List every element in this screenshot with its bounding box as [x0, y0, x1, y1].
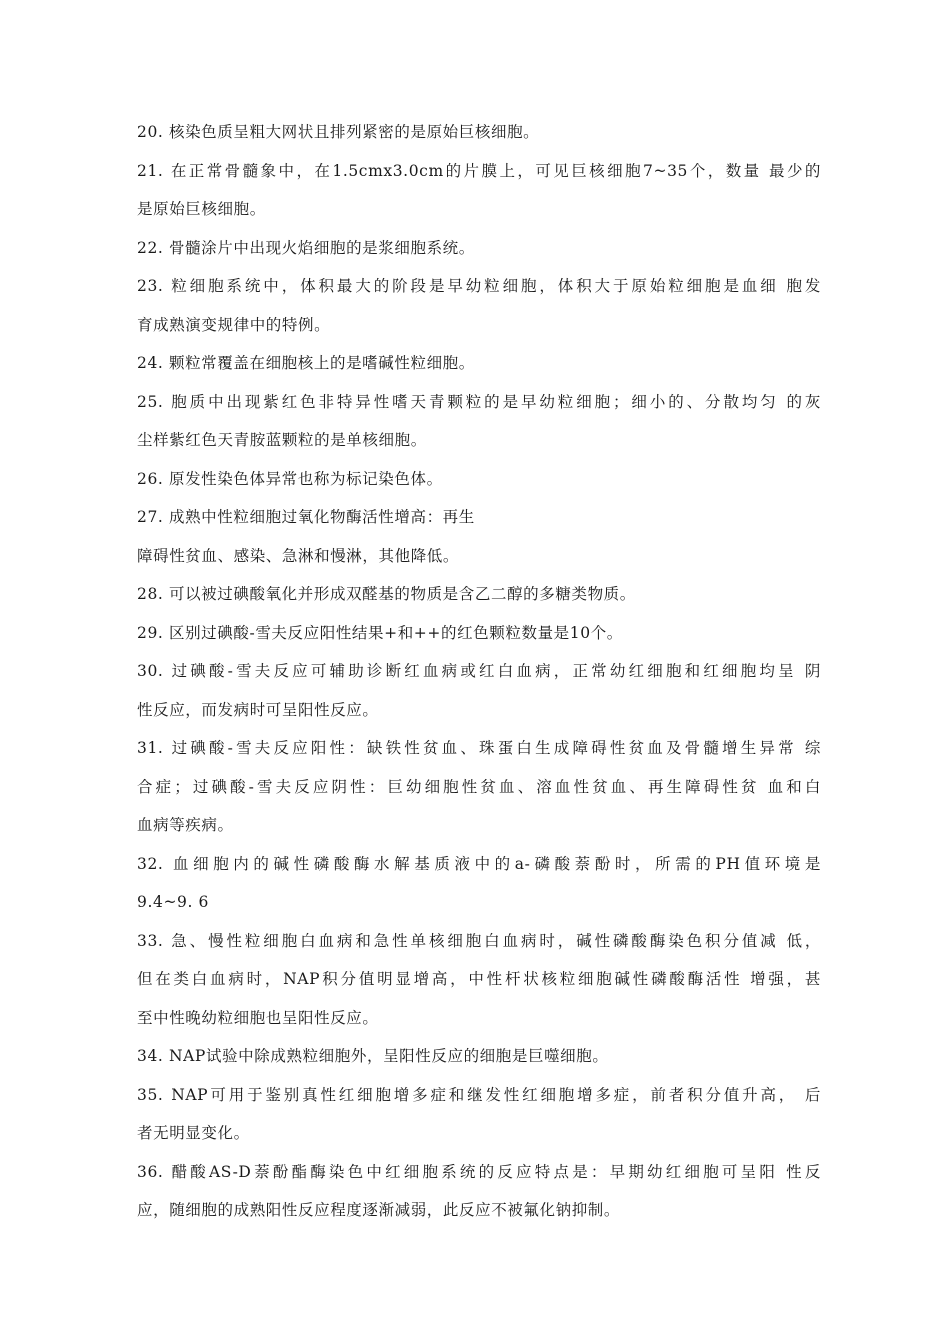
text-line: 27. 成熟中性粒细胞过氧化物酶活性增高：再生	[137, 508, 475, 526]
document-body	[137, 113, 821, 1230]
text-line: 尘样紫红色天青胺蓝颗粒的是单核细胞。	[137, 431, 427, 449]
text-line: 21. 在正常骨髓象中，在1.5cmx3.0cm的片膜上，可见巨核细胞7~35个，数量 最少的	[137, 161, 821, 180]
text-line: 育成熟演变规律中的特例。	[137, 315, 331, 334]
text-line: 是原始巨核细胞。	[137, 200, 266, 218]
text-line: 合症；过碘酸-雪夫反应阴性：巨幼细胞性贫血、溶血性贫血、再生障碍性贫 血和白	[137, 777, 821, 796]
text-line: 29. 区别过碘酸-雪夫反应阳性结果+和++的红色颗粒数量是10个。	[137, 623, 623, 642]
text-line: 至中性晚幼粒细胞也呈阳性反应。	[137, 1008, 379, 1027]
text-line: 性反应，而发病时可呈阳性反应。	[137, 700, 379, 719]
text-line: 障碍性贫血、感染、急淋和慢淋，其他降低。	[137, 546, 460, 565]
text-line: 24. 颗粒常覆盖在细胞核上的是嗜碱性粒细胞。	[137, 354, 475, 372]
text-line: 20. 核染色质呈粗大网状且排列紧密的是原始巨核细胞。	[137, 123, 540, 141]
text-line: 9.4~9. 6	[137, 893, 210, 911]
text-line: 血病等疾病。	[137, 816, 234, 834]
text-line: 22. 骨髓涂片中出现火焰细胞的是浆细胞系统。	[137, 238, 475, 257]
text-line: 35. NAP可用于鉴别真性红细胞增多症和继发性红细胞增多症，前者积分值升高， 后	[137, 1085, 821, 1104]
text-line: 应，随细胞的成熟阳性反应程度逐渐减弱，此反应不被氟化钠抑制。	[137, 1201, 621, 1219]
text-line: 25. 胞质中出现紫红色非特异性嗜天青颗粒的是早幼粒细胞；细小的、分散均匀 的灰	[137, 392, 821, 411]
text-line: 26. 原发性染色体异常也称为标记染色体。	[137, 469, 443, 488]
text-line: 者无明显变化。	[137, 1124, 250, 1142]
text-line: 31. 过碘酸-雪夫反应阳性：缺铁性贫血、珠蛋白生成障碍性贫血及骨髓增生异常 综	[137, 739, 821, 757]
text-line: 但在类白血病时，NAP积分值明显增高，中性杆状核粒细胞碱性磷酸酶活性 增强，甚	[137, 970, 821, 988]
text-line: 23. 粒细胞系统中，体积最大的阶段是早幼粒细胞，体积大于原始粒细胞是血细 胞发	[137, 277, 821, 295]
text-line: 34. NAP试验中除成熟粒细胞外，呈阳性反应的细胞是巨噬细胞。	[137, 1047, 609, 1065]
text-line: 36. 醋酸AS-D萘酚酯酶染色中红细胞系统的反应特点是：早期幼红细胞可呈阳 性反	[137, 1162, 821, 1181]
text-line: 28. 可以被过碘酸氧化并形成双醛基的物质是含乙二醇的多糖类物质。	[137, 585, 636, 603]
text-line: 32. 血细胞内的碱性磷酸酶水解基质液中的a-磷酸萘酚时，所需的PH值环境是	[137, 854, 821, 873]
text-line: 30. 过碘酸-雪夫反应可辅助诊断红血病或红白血病，正常幼红细胞和红细胞均呈 阴	[137, 662, 821, 680]
text-line: 33. 急、慢性粒细胞白血病和急性单核细胞白血病时，碱性磷酸酶染色积分值减 低，	[137, 931, 821, 950]
